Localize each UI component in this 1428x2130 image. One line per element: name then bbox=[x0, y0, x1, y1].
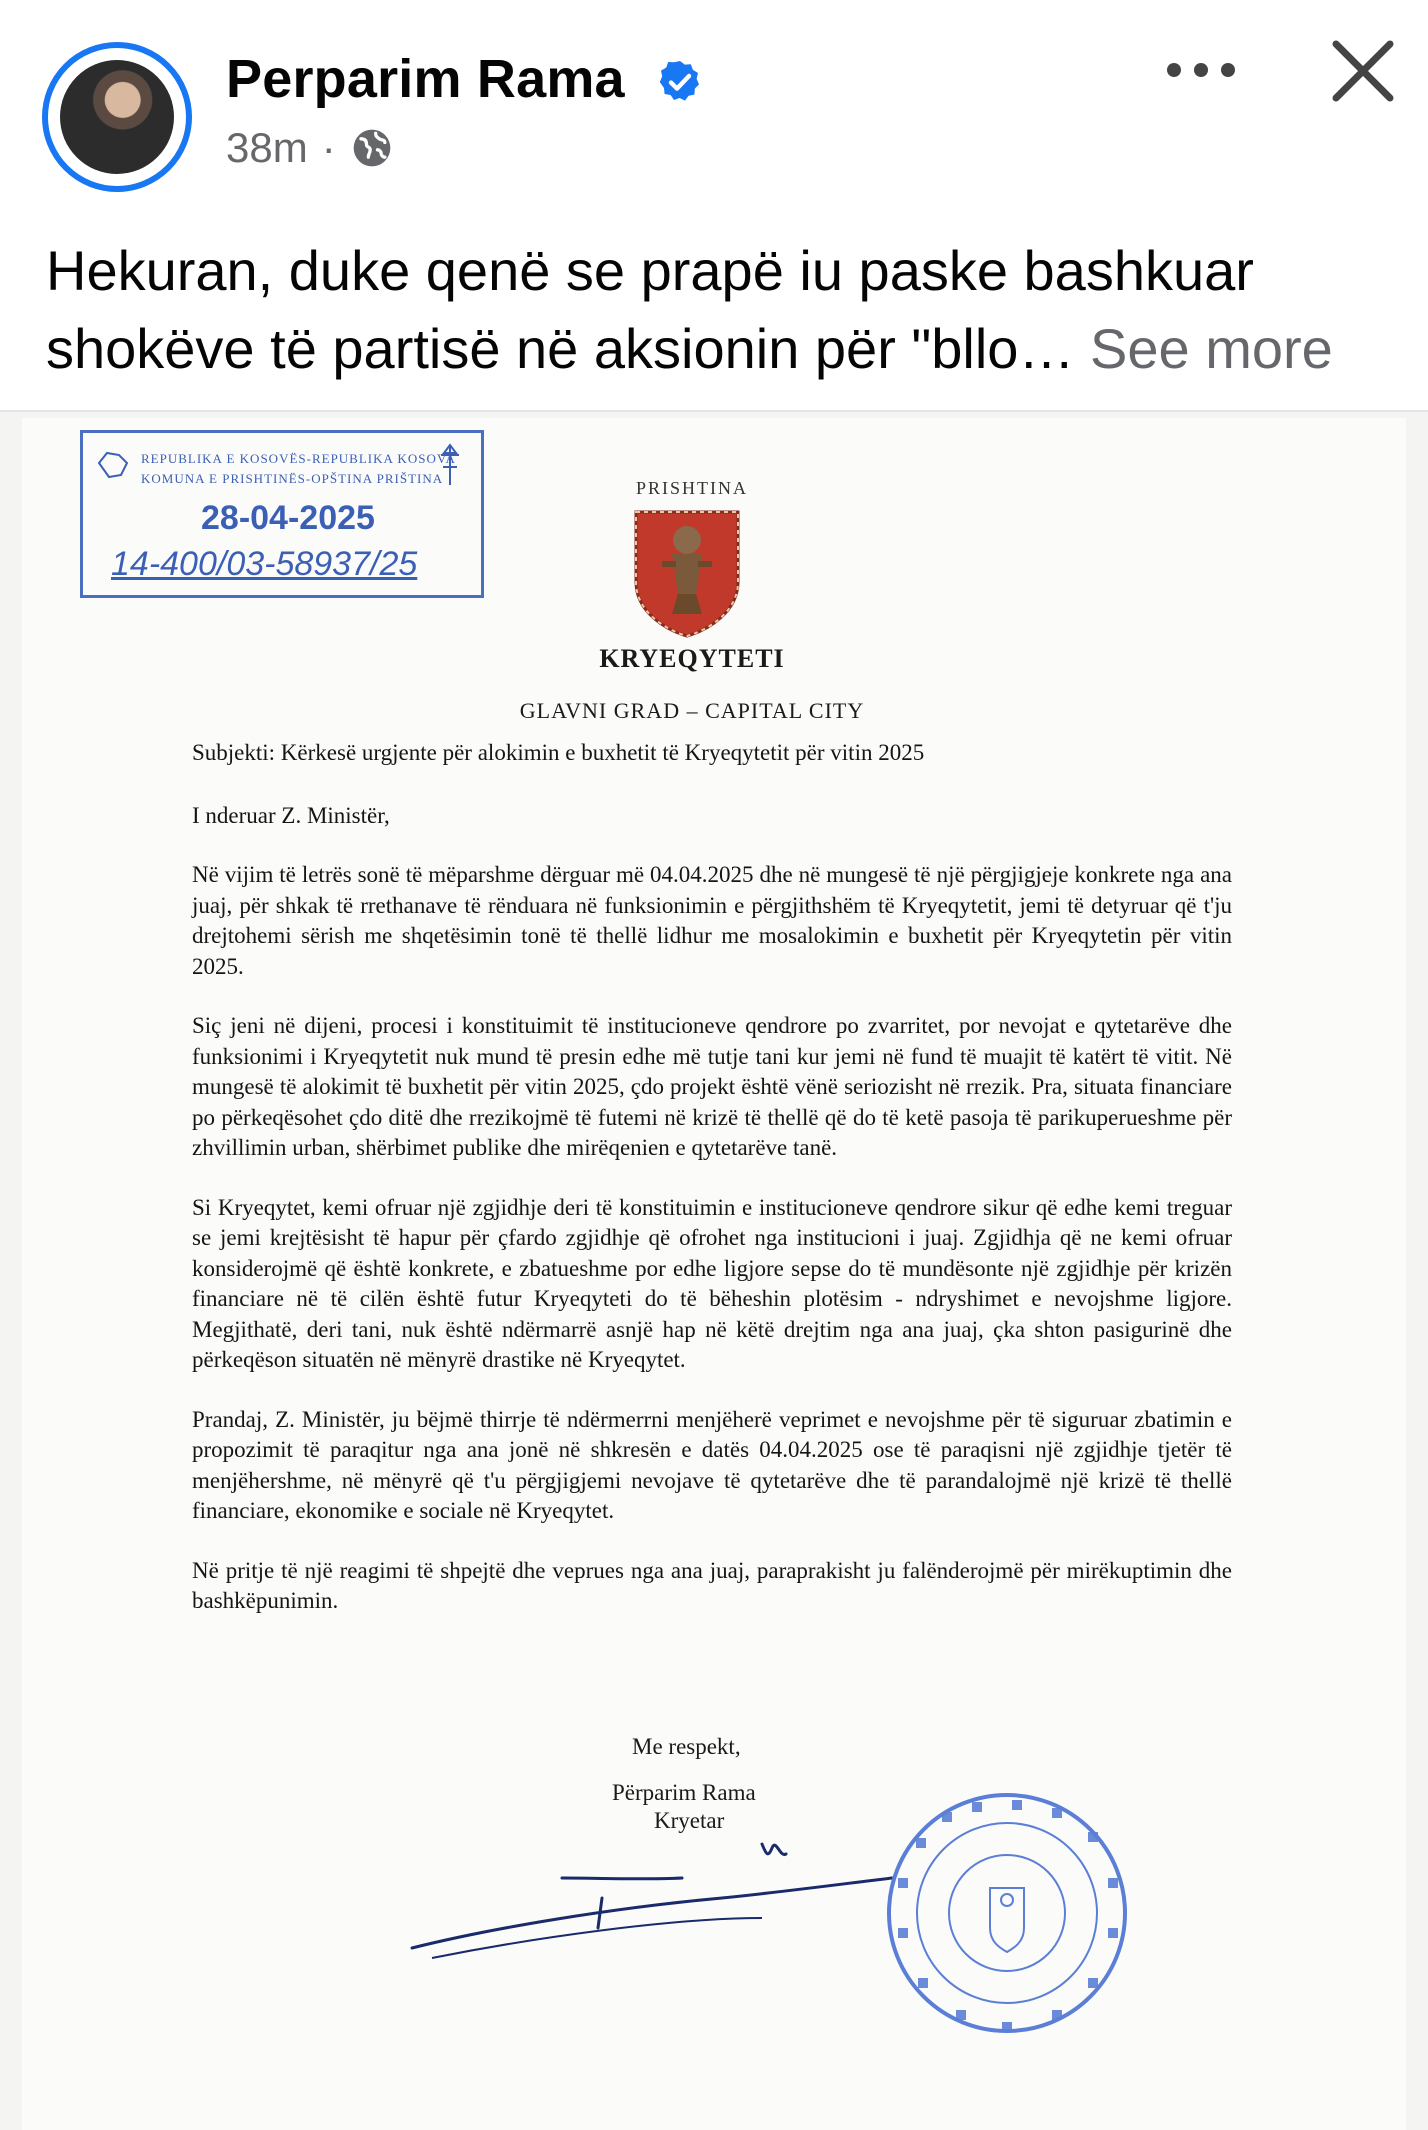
letter-paragraph-3: Si Kryeqytet, kemi ofruar një zgjidhje deri të konstituimin e institucioneve qendrore sikur që edhe kemi treguar se jemi krejtësisht të hapur për çfardo zgjidhje që ofrohet nga institucioni i juaj. Zgjidhja që ne kemi ofruar konsiderojmë që është konkrete, e zbatueshme por edhe ligjore sepse do të mundësonte një zgjidhje për krizën financiare në të cilën është futur Kryeqyteti do të bëheshin plotësim - ndryshimet e nevojshme ligjore. Megjithatë, deri tani, nuk është ndërmarrë asnjë hap në këtë drejtim nga ana juaj, çka shton pasigurinë dhe përkeqëson situatën në mënyrë drastike në Kryeqytet. bbox=[192, 1194, 1232, 1372]
post-text-line-1: Hekuran, duke qenë se prapë iu paske bashkuar bbox=[46, 239, 1254, 302]
see-more-link[interactable]: See more bbox=[1090, 317, 1333, 380]
prishtina-crest-icon bbox=[632, 508, 742, 638]
letter-closing: Me respekt, bbox=[632, 1734, 741, 1759]
stamp-line-1: REPUBLIKA E KOSOVËS-REPUBLIKA KOSOVA bbox=[141, 451, 456, 466]
letter-greeting: I nderuar Z. Ministër, bbox=[192, 802, 390, 828]
crest-label: PRISHTINA bbox=[636, 478, 749, 498]
meta-separator: · bbox=[321, 124, 336, 171]
letter-paragraph-2: Siç jeni në dijeni, procesi i konstituimit të institucioneve qendrore po zvarritet, por nevojat e qytetarëve dhe funksionimi i Kryeqytetit nuk mund të presin edhe më tutje tani kur jemi në fund të muajit të katërt të vitit. Në mungesë të alokimit të buxhetit për vitin 2025, çdo projekt është vënë seriozisht në rrezik. Pra, situata financiare po përkeqësohet çdo ditë dhe rrezikojmë të futemi në krizë të thellë që do të ketë pasoja të parikuperueshme për zhvillimin urban, shërbimet publike dhe mirëqenien e qytetarëve tanë. bbox=[192, 1013, 1232, 1160]
letter-paragraph-4: Prandaj, Z. Ministër, ju bëjmë thirrje të ndërmerrni menjëherë veprimet e nevojshme për të siguruar zbatimin e propozimit të paraqitur nga ana jonë në shkresën e datës 04.04.2025 ose të paraqisni një zgjidhje tjetër të menjëhershme, në mënyrë që t'u përgjigjemi nevojave të qytetarëve dhe të parandalojmë një krizë të thellë financiare, ekonomike e sociale në Kryeqytet. bbox=[192, 1406, 1232, 1523]
post-text-line-2: shokëve të partisë në aksionin për "bllo… bbox=[46, 317, 1075, 380]
stamp-date: 28-04-2025 bbox=[201, 499, 375, 537]
signatory-role: Kryetar bbox=[654, 1808, 725, 1833]
post-meta bbox=[226, 124, 394, 172]
more-options-icon[interactable] bbox=[1164, 50, 1238, 90]
post-image[interactable] bbox=[0, 410, 1428, 2130]
city-title: KRYEQYTETI bbox=[599, 644, 785, 673]
signatory-name: Përparim Rama bbox=[612, 1780, 756, 1805]
globe-icon bbox=[350, 126, 394, 170]
post-header bbox=[0, 0, 1428, 200]
close-icon[interactable] bbox=[1328, 36, 1398, 106]
letter-body bbox=[192, 738, 1232, 1646]
registry-stamp bbox=[80, 430, 484, 598]
letter-paragraph-1: Në vijim të letrës sonë të mëparshme dërguar më 04.04.2025 dhe në mungesë të një përgjigjeje konkrete nga ana juaj, për shkak të rrethanave të rënduara në funksionimin e përgjithshëm të Kryeqytetit, jemi të detyruar që t'ju drejtohemi sërish me shqetësimin tonë të thellë lidhur me mosalokimin e buxhetit për Kryeqytetin për vitin 2025. bbox=[192, 862, 1232, 979]
official-round-stamp bbox=[882, 1788, 1132, 2038]
avatar-photo bbox=[60, 60, 174, 174]
stamp-number: 14-400/03-58937/25 bbox=[111, 545, 418, 583]
letter-paragraph-5: Në pritje të një reagimi të shpejtë dhe veprues nga ana juaj, paraprakisht ju falënderojmë për mirëkuptimin dhe bashkëpunimin. bbox=[192, 1557, 1232, 1613]
stamp-line-2: KOMUNA E PRISHTINËS-OPŠTINA PRIŠTINA bbox=[141, 471, 444, 486]
post-text bbox=[46, 232, 1396, 388]
city-subtitle: GLAVNI GRAD – CAPITAL CITY bbox=[519, 698, 865, 723]
letter-subject: Subjekti: Kërkesë urgjente për alokimin e buxhetit të Kryeqytetit për vitin 2025 bbox=[192, 740, 925, 765]
avatar[interactable] bbox=[42, 42, 192, 192]
letter-document bbox=[22, 418, 1406, 2130]
verified-badge-icon bbox=[656, 58, 704, 106]
author-name[interactable]: Perparim Rama bbox=[226, 49, 625, 109]
kosovo-map-icon bbox=[93, 443, 133, 483]
post-time[interactable]: 38m bbox=[226, 124, 308, 171]
